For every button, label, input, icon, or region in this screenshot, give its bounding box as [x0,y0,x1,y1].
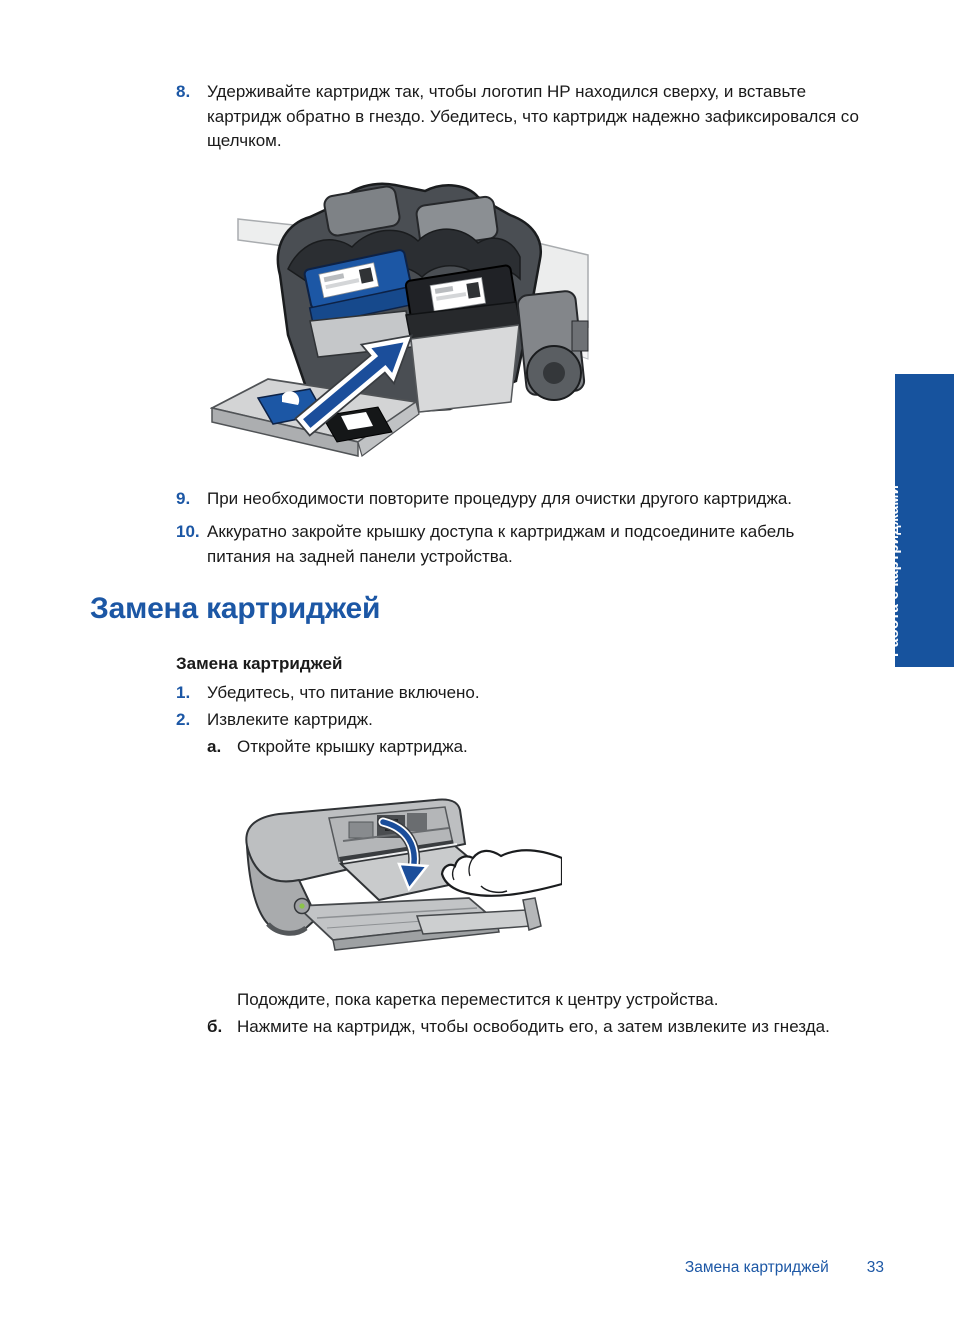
black-cartridge [405,265,521,412]
chapter-tab [885,374,954,667]
step-text: Аккуратно закройте крышку доступа к картриджам и подсоедините кабель питания на задней панели устройства. [207,522,795,566]
printer-open-door-illustration [237,786,562,961]
step-8 [176,80,865,154]
step-number: 1. [176,683,191,702]
step-10 [176,520,852,569]
substep-b [207,1015,830,1040]
chapter-tab-label: Работа с картриджами [885,484,902,657]
paper-tray [297,898,541,950]
substep-letter: а. [207,737,222,756]
wait-note: Подождите, пока каретка переместится к центру устройства. [237,990,719,1009]
footer-section-label: Замена картриджей [684,1259,829,1276]
carriage-illustration [210,175,590,465]
step-1 [176,681,480,706]
page-footer [685,1259,884,1277]
step-number: 8. [176,82,191,101]
substep-text: Откройте крышку картриджа. [237,737,468,756]
power-button [295,899,310,914]
substep-a [207,735,468,760]
step-number: 9. [176,489,191,508]
substep-letter: б. [207,1017,223,1036]
carriage-latch-mechanism [517,290,588,400]
step-text: Удерживайте картридж так, чтобы логотип HP находился сверху, и вставьте картридж обратно в гнездо. Убедитесь, что картридж надежно зафиксировался со щелчком. [207,82,859,150]
step-9 [176,487,792,512]
step-text: Убедитесь, что питание включено. [207,683,480,702]
substep-text: Нажмите на картридж, чтобы освободить его, а затем извлеките из гнезда. [237,1017,830,1036]
step-number: 10. [176,522,200,541]
procedure-heading: Замена картриджей [176,654,343,673]
page-title: Замена картриджей [90,592,381,625]
step-2 [176,708,373,733]
step-text: Извлеките картридж. [207,710,373,729]
step-text: При необходимости повторите процедуру для очистки другого картриджа. [207,489,793,508]
footer-page-number: 33 [866,1259,884,1276]
step-number: 2. [176,710,191,729]
